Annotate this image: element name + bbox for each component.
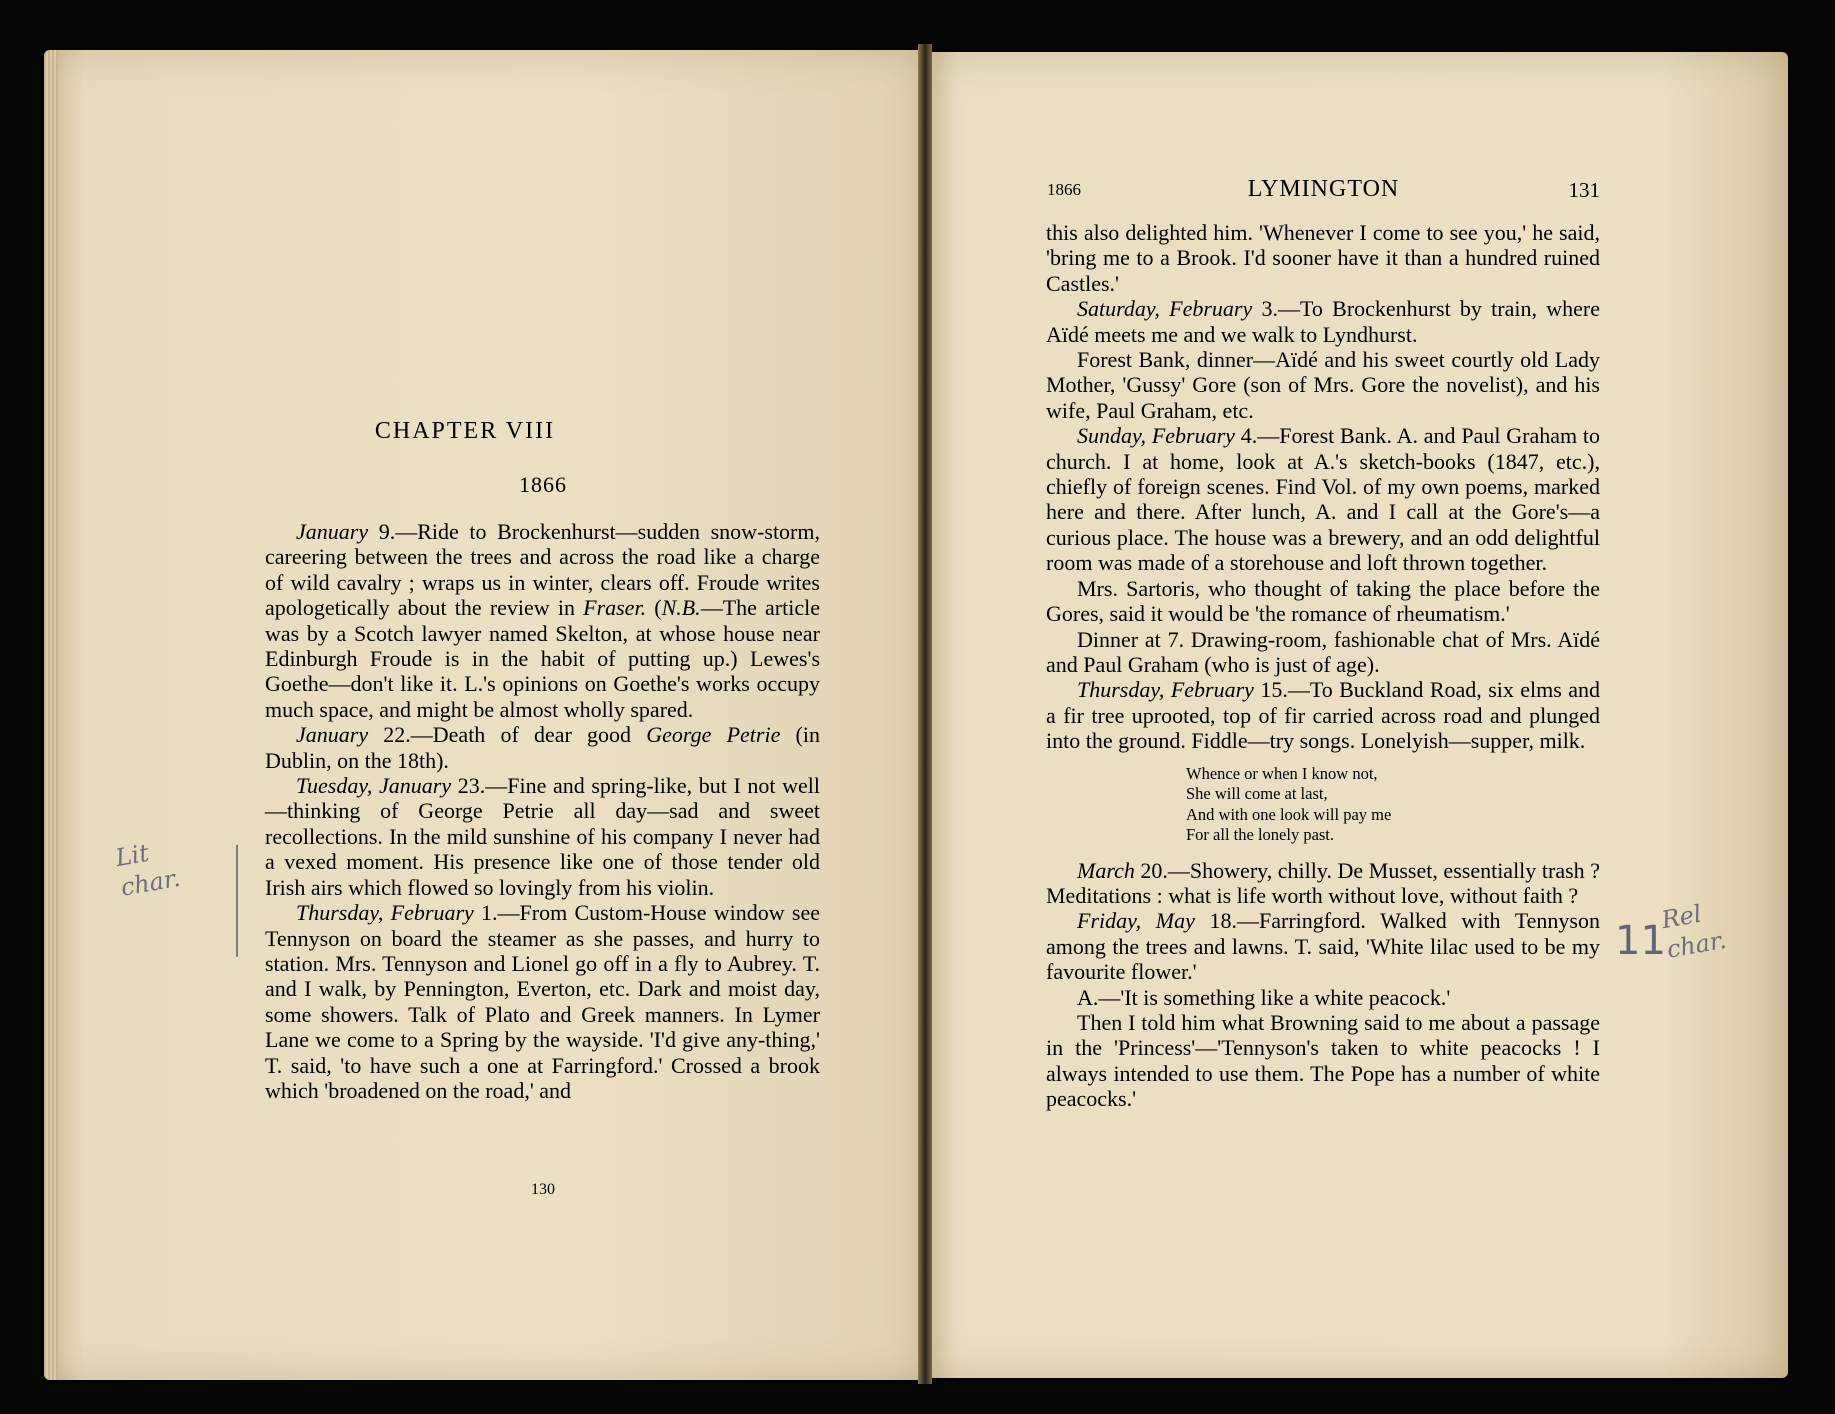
- entry-date: January: [296, 722, 369, 748]
- poem-line: And with one look will pay me: [1186, 804, 1392, 824]
- right-paragraph: [1046, 908, 1600, 984]
- margin-note-right: Rel char.: [1659, 899, 1729, 964]
- right-paragraph: [1046, 423, 1600, 575]
- right-paragraph: [1046, 985, 1600, 1010]
- entry-date: Sunday, February: [1077, 423, 1235, 449]
- right-paragraph: [1046, 858, 1600, 909]
- right-paragraph: [1046, 220, 1600, 296]
- entry-text: 18.—Farringford. Walked with Tennyson among the trees and lawns. T. said, 'White lilac used to be my favourite flower.': [1046, 908, 1600, 985]
- margin-rule-left: [236, 845, 238, 957]
- entry-date: Thursday, February: [1077, 677, 1254, 703]
- entry-text: 9.—Ride to Brockenhurst—sudden snow-storm, careering between the trees and across the road like a charge of wild cavalry ; wraps us in winter, clears off. Froude writes apologetically about the review in: [265, 519, 820, 621]
- entry-text: —The article was by a Scotch lawyer named Skelton, at whose house near Edinburgh Froude is in the habit of putting up.) Lewes's Goethe—don't like it. L.'s opinions on Goethe's works occupy much space, and might be almost wholly spared.: [265, 595, 821, 722]
- left-paragraph: [265, 773, 820, 900]
- entry-italic: George Petrie: [646, 722, 781, 748]
- chapter-year: 1866: [519, 472, 567, 497]
- right-paragraph: [1046, 576, 1600, 627]
- page-number-right: 131: [1568, 178, 1600, 202]
- right-paragraph: [1046, 1010, 1600, 1112]
- chapter-title: CHAPTER VIII: [374, 418, 556, 444]
- poem-line: Whence or when I know not,: [1186, 763, 1378, 783]
- entry-italic: Fraser.: [583, 595, 647, 621]
- entry-date: Tuesday, January: [296, 773, 452, 799]
- entry-date: January: [296, 519, 369, 544]
- entry-date: March: [1077, 857, 1135, 883]
- margin-note-left: Lit char.: [113, 838, 183, 902]
- margin-mark-right: 11: [1615, 918, 1666, 964]
- running-head-title: LYMINGTON: [1247, 176, 1400, 202]
- right-page-body: [1046, 220, 1600, 1112]
- left-paragraph: [265, 722, 820, 773]
- entry-text: 3.—To Brockenhurst by train, where Aïdé meets me and we walk to Lyndhurst.: [1046, 296, 1600, 347]
- entry-text: Then I told him what Browning said to me about a passage in the 'Princess'—'Tennyson's taken to white peacocks ! I always intended to use them. The Pope has a number of white peacocks.': [1046, 1009, 1600, 1112]
- entry-italic: N.B.: [661, 595, 701, 621]
- entry-text: 23.—Fine and spring-like, but I not well—thinking of George Petrie all day—sad and sweet recollections. In the mild sunshine of his company I never had a vexed moment. His presence like one of those tender old Irish airs which flowed so lovingly from his violin.: [265, 773, 820, 900]
- right-paragraph: [1046, 296, 1600, 347]
- entry-text: 1.—From Custom-House window see Tennyson on board the steamer as she passes, and hurry to station. Mrs. Tennyson and Lionel go off in a fly to Aubrey. T. and I walk, by Pennington, Everton, etc. Dark and moist day, some showers. Talk of Plato and Greek manners. In Lymer Lane we come to a Spring by the wayside. 'I'd give any-thing,' T. said, 'to have such a one at Farringford.' Crossed a brook which 'broadened on the road,' and: [265, 900, 821, 1103]
- entry-date: Friday, May: [1077, 908, 1195, 934]
- entry-text: 22.—Death of dear good: [368, 722, 647, 748]
- book-gutter: [918, 44, 932, 1384]
- page-number-left: 130: [531, 1181, 555, 1198]
- entry-text: Dinner at 7. Drawing-room, fashionable chat of Mrs. Aïdé and Paul Graham (who is just of age).: [1046, 626, 1600, 677]
- entry-text: Mrs. Sartoris, who thought of taking the place before the Gores, said it would be 'the romance of rheumatism.': [1046, 575, 1600, 627]
- right-paragraph: [1046, 627, 1600, 678]
- left-page-body: [265, 519, 820, 1103]
- entry-text: 4.—Forest Bank. A. and Paul Graham to church. I at home, look at A.'s sketch-books (1847, etc.), chiefly of foreign scenes. Find Vol. of my own poems, marked here and there. After lunch, A. and I call at the Gore's—a curious place. The house was a brewery, and an odd delightful room was made of a storehouse and loft thrown together.: [1046, 423, 1600, 576]
- entry-text: this also delighted him. 'Whenever I come to see you,' he said, 'bring me to a Brook. I'd sooner have it than a hundred ruined Castles.': [1046, 220, 1600, 296]
- left-paragraph: [265, 519, 820, 722]
- entry-text: (in Dublin, on the 18th).: [265, 722, 820, 773]
- poem-line: For all the lonely past.: [1186, 825, 1335, 845]
- right-paragraph: [1046, 347, 1600, 423]
- poem-stanza: [1186, 764, 1600, 846]
- running-head-year: 1866: [1047, 180, 1081, 199]
- entry-text: 20.—Showery, chilly. De Musset, essentially trash ? Meditations : what is life worth without love, without faith ?: [1046, 857, 1600, 908]
- page-edges: [44, 50, 58, 1380]
- entry-text: Forest Bank, dinner—Aïdé and his sweet courtly old Lady Mother, 'Gussy' Gore (son of Mrs. Gore the novelist), and his wife, Paul Graham, etc.: [1046, 347, 1600, 423]
- entry-date: Saturday, February: [1077, 296, 1253, 322]
- entry-text: (: [646, 595, 662, 621]
- entry-date: Thursday, February: [296, 900, 474, 926]
- entry-text: 15.—To Buckland Road, six elms and a fir tree uprooted, top of fir carried across road and plunged into the ground. Fiddle—try songs. Lonelyish—supper, milk.: [1046, 677, 1600, 754]
- poem-line: She will come at last,: [1186, 784, 1328, 804]
- entry-text: A.—'It is something like a white peacock.': [1077, 984, 1451, 1010]
- right-paragraph: [1046, 677, 1600, 753]
- running-head: [1047, 176, 1600, 206]
- left-paragraph: [265, 900, 820, 1103]
